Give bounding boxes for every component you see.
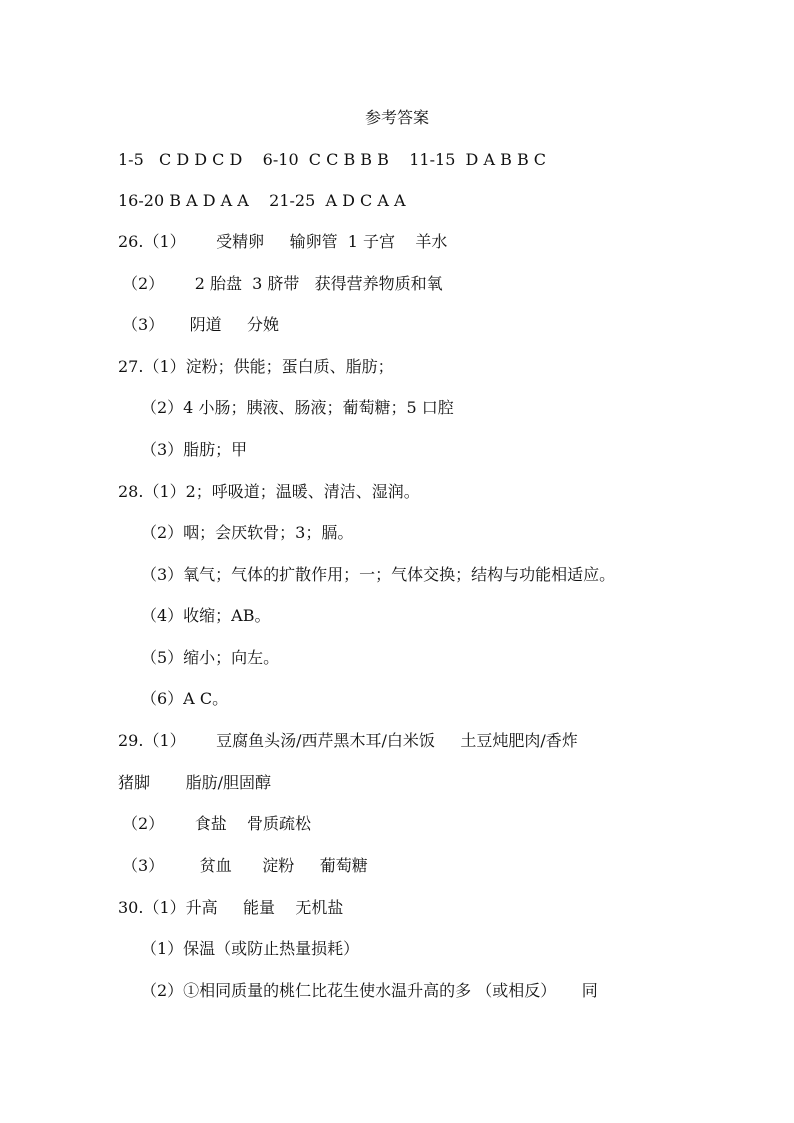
- answer-line-28-2: （2）咽；会厌软骨；3；膈。: [141, 523, 354, 542]
- answer-line-26-2: （2） 2 胎盘 3 脐带 获得营养物质和氧: [122, 274, 443, 293]
- page-title: 参考答案: [364, 108, 429, 127]
- answer-line-29-3: （3） 贫血 淀粉 葡萄糖: [122, 856, 368, 875]
- answer-line-28-3: （3）氧气；气体的扩散作用；一；气体交换；结构与功能相适应。: [141, 565, 616, 584]
- answer-line-26-1: 26.（1） 受精卵 输卵管 1 子宫 羊水: [118, 232, 448, 251]
- answer-line-29-2: （2） 食盐 骨质疏松: [122, 814, 312, 833]
- answer-line-27-1: 27.（1）淀粉；供能；蛋白质、脂肪；: [118, 357, 394, 376]
- answer-line-27-3: （3）脂肪；甲: [141, 440, 248, 459]
- answer-line-27-2: （2）4 小肠；胰液、肠液；葡萄糖；5 口腔: [141, 398, 454, 417]
- answer-line-30-1: 30.（1）升高 能量 无机盐: [118, 898, 344, 917]
- answer-line-mc-1-15: 1-5 C D D C D 6-10 C C B B B 11-15 D A B B C: [118, 150, 547, 169]
- answer-line-29-1-cont: 猪脚 脂肪/胆固醇: [118, 773, 271, 792]
- answer-line-28-6: （6）A C。: [141, 689, 229, 708]
- answer-line-29-1: 29.（1） 豆腐鱼头汤/西芹黑木耳/白米饭 土豆炖肥肉/香炸: [118, 731, 578, 750]
- answer-line-30-2: （2）①相同质量的桃仁比花生使水温升高的多 （或相反） 同: [141, 981, 598, 1000]
- answer-line-mc-16-25: 16-20 B A D A A 21-25 A D C A A: [118, 191, 406, 210]
- answer-line-30-1b: （1）保温（或防止热量损耗）: [141, 939, 360, 958]
- answer-line-28-1: 28.（1）2；呼吸道；温暖、清洁、湿润。: [118, 482, 420, 501]
- answer-line-26-3: （3） 阴道 分娩: [122, 315, 280, 334]
- answer-line-28-5: （5）缩小；向左。: [141, 648, 280, 667]
- answer-line-28-4: （4）收缩；AB。: [141, 606, 271, 625]
